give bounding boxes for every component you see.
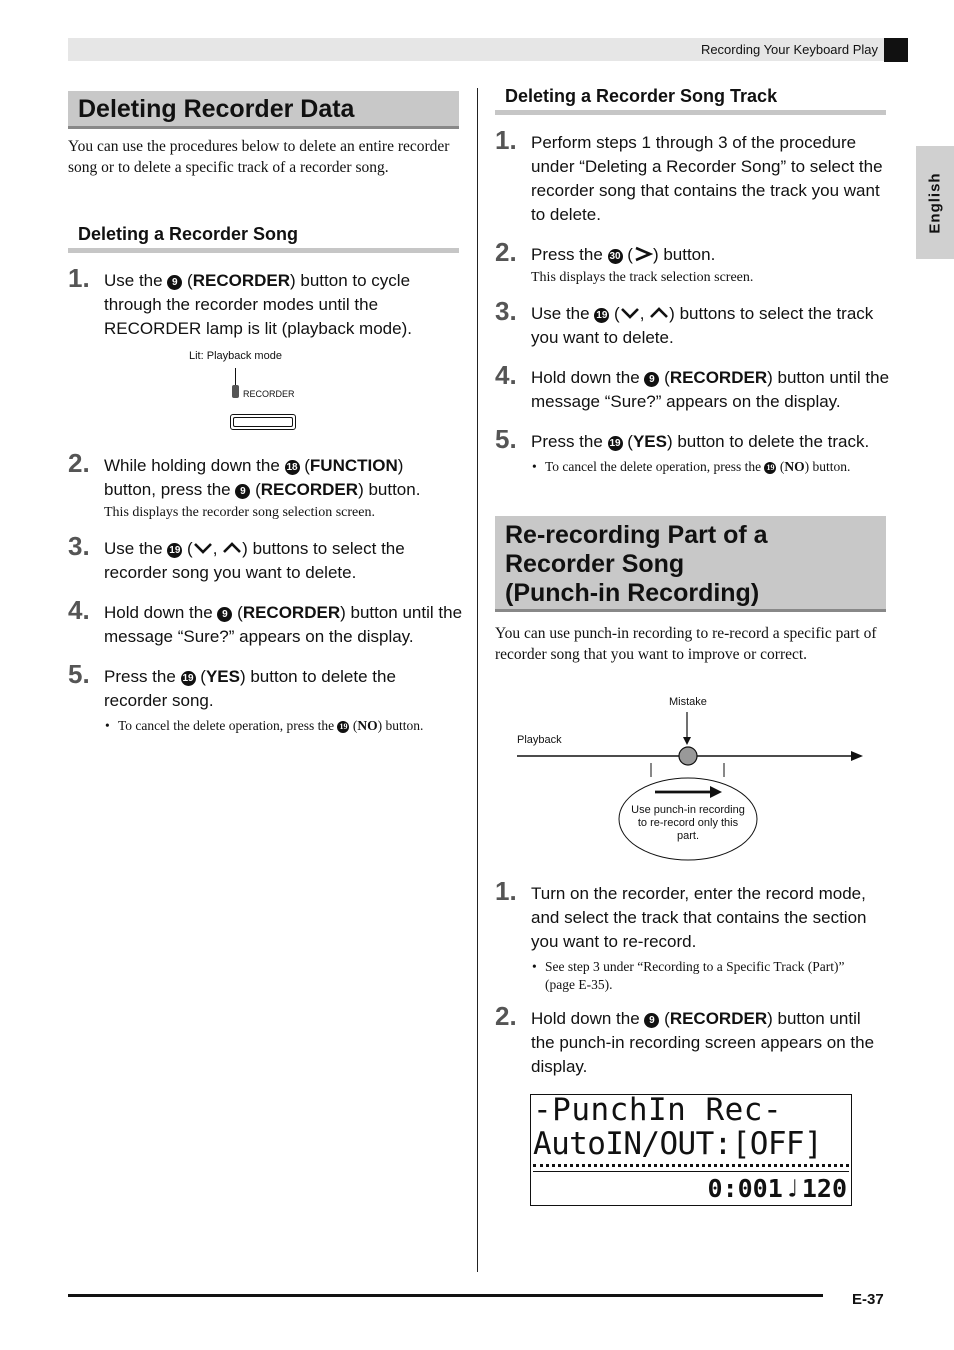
button-name: RECORDER	[669, 1009, 768, 1028]
button-number-icon: 9	[644, 1013, 659, 1028]
step-item	[495, 876, 887, 994]
button-number-icon: 19	[596, 310, 608, 321]
step-number: 2.	[495, 1001, 517, 1031]
button-name: YES	[632, 432, 667, 451]
step-text: ) button to cycle through the recorder modes until the RECORDER lamp is lit (playback mode).	[104, 271, 412, 338]
button-name: NO	[784, 459, 805, 474]
step-number: 5.	[68, 659, 90, 689]
step-text: While holding down the	[104, 456, 280, 475]
lcd-line-1: -PunchIn Rec-	[533, 1092, 783, 1128]
lamp-icon	[232, 385, 239, 398]
language-tab-label: English	[926, 171, 944, 234]
section-heading-punch-in	[495, 516, 886, 612]
header-bar	[68, 38, 884, 61]
chevron-down-icon	[193, 541, 213, 555]
lcd-dot-row	[533, 1164, 849, 1168]
step-text: ) button to delete the recorder song.	[104, 667, 396, 710]
button-name: RECORDER	[242, 603, 341, 622]
step-item: 3. Use the 19 ( , ) buttons to select the track you want to delete.	[495, 296, 874, 347]
step-bullet: • See step 3 under “Recording to a Specific Track (Part)” (page E-35).	[545, 958, 875, 994]
chevron-right-icon	[633, 246, 653, 262]
step-item: 2. Press the 30 ( ) button. This displays the track selection screen.	[495, 243, 887, 287]
button-name: FUNCTION	[309, 456, 398, 475]
step-text: ) button, press the	[104, 456, 404, 499]
button-number-icon: 9	[167, 275, 182, 290]
step-number: 1.	[495, 876, 517, 906]
subsection-heading-track: Deleting a Recorder Song Track	[495, 86, 886, 115]
step-item: 2. Hold down the 9 (RECORDER) button until the punch-in recording screen appears on the display.	[495, 1001, 875, 1076]
mistake-label: Mistake	[669, 696, 707, 708]
bullet-text: ) button.	[377, 718, 424, 733]
button-number-icon: 19	[339, 722, 348, 731]
step-number: 4.	[495, 360, 517, 390]
step-text: Use the	[104, 539, 163, 558]
step-item: 2. While holding down the 18 (FUNCTION) button, press the 9 (RECORDER) button. This displays the recorder song selection screen.	[68, 454, 460, 522]
step-number: 2.	[495, 237, 517, 267]
step-text: ) button to delete the track.	[666, 432, 870, 451]
button-number-icon: 9	[644, 372, 659, 387]
metronome-icon: ♩	[784, 1174, 800, 1203]
step-text: ) button until the punch-in recording screen appears on the display.	[531, 1009, 875, 1076]
lcd-measure-counter: 0:001	[707, 1174, 783, 1203]
step-number: 4.	[68, 595, 90, 625]
step-item: 4. Hold down the 9 (RECORDER) button until the message “Sure?” appears on the display.	[68, 595, 463, 646]
button-number-icon: 19	[766, 463, 775, 472]
button-number-icon: 18	[286, 462, 298, 473]
step-text: ) button until the message “Sure?” appears on the display.	[104, 603, 463, 646]
bullet-text: To cancel the delete operation, press the	[545, 459, 762, 474]
step-item: 5. Press the 19 (YES) button to delete the recorder song. • To cancel the delete operation, press the 19 (NO) button.	[68, 665, 460, 735]
step-text: Press the	[531, 245, 603, 264]
recorder-lamp-figure	[180, 348, 320, 434]
step-note: This displays the recorder song selection screen.	[104, 505, 375, 520]
recorder-button-icon	[230, 414, 296, 430]
section-intro: You can use punch-in recording to re-record a specific part of recorder song that you want to improve or correct.	[495, 625, 877, 663]
section-intro: You can use the procedures below to delete an entire recorder song or to delete a specific track of a recorder song.	[68, 138, 450, 176]
step-note: This displays the track selection screen.	[531, 270, 754, 285]
section-heading-deleting	[68, 91, 459, 129]
column-divider	[477, 88, 478, 1272]
chevron-up-icon	[649, 306, 669, 320]
button-number-icon: 19	[609, 438, 621, 449]
step-text: ) button.	[652, 245, 716, 264]
subsection-heading-song: Deleting a Recorder Song	[68, 224, 459, 253]
step-number: 2.	[68, 448, 90, 478]
header-title: Recording Your Keyboard Play	[700, 42, 878, 57]
step-text: ) button until the message “Sure?” appears on the display.	[531, 368, 890, 411]
step-text: Hold down the	[531, 1009, 640, 1028]
step-number: 3.	[68, 531, 90, 561]
step-text: Turn on the recorder, enter the record mode, and select the track that contains the section you want to re-record.	[531, 884, 867, 951]
step-text: Press the	[104, 667, 176, 686]
playback-label: Playback	[517, 734, 562, 746]
step-number: 3.	[495, 296, 517, 326]
step-number: 1.	[495, 125, 517, 155]
step-bullet: • To cancel the delete operation, press the 19 (NO) button.	[118, 717, 460, 735]
button-number-icon: 30	[609, 251, 621, 262]
button-number-icon: 9	[217, 607, 232, 622]
step-number: 5.	[495, 424, 517, 454]
button-name: YES	[205, 667, 240, 686]
step-text: ) button.	[358, 480, 421, 499]
section-title: Deleting Recorder Data	[78, 95, 355, 123]
step-text: Hold down the	[104, 603, 213, 622]
step-text: buttons to select the recorder song you want to delete.	[104, 539, 405, 582]
step-item	[495, 125, 887, 227]
language-tab	[916, 146, 954, 259]
lcd-dot-row	[533, 1171, 849, 1172]
step-item: 4. Hold down the 9 (RECORDER) button until the message “Sure?” appears on the display.	[495, 360, 890, 411]
step-text: Press the	[531, 432, 603, 451]
section-title: Re-recording Part of a Recorder Song (Punch-in Recording)	[505, 521, 768, 607]
button-name: NO	[357, 718, 378, 733]
step-text: Hold down the	[531, 368, 640, 387]
footer-rule	[68, 1294, 823, 1297]
header-marker	[884, 38, 908, 62]
button-name: RECORDER	[260, 480, 359, 499]
chevron-up-icon	[222, 541, 242, 555]
step-text: Perform steps 1 through 3 of the procedure under “Deleting a Recorder Song” to select the recorder song that contains the track you want to delete.	[531, 133, 883, 224]
lcd-counter-row	[708, 1175, 847, 1203]
step-item: 3. Use the 19 ( , ) buttons to select the recorder song you want to delete.	[68, 531, 405, 582]
button-name: RECORDER	[192, 271, 291, 290]
figure-caption: Lit: Playback mode	[189, 350, 282, 362]
lcd-display	[530, 1094, 852, 1206]
step-text: buttons to select the track you want to delete.	[531, 304, 874, 347]
bullet-text: ) button.	[804, 459, 851, 474]
punch-in-diagram	[500, 690, 870, 865]
step-number: 1.	[68, 263, 90, 293]
chevron-down-icon	[620, 306, 640, 320]
lcd-tempo: 120	[801, 1174, 847, 1203]
lcd-line-2: AutoIN/OUT:[OFF]	[533, 1126, 823, 1162]
button-name: RECORDER	[669, 368, 768, 387]
button-number-icon: 19	[169, 545, 181, 556]
punch-in-bubble-text: Use punch-in recording to re-record only this part.	[631, 804, 745, 842]
bullet-text: To cancel the delete operation, press the	[118, 718, 335, 733]
step-text: Use the	[104, 271, 163, 290]
page-number: E-37	[852, 1291, 884, 1308]
recorder-button-label: RECORDER	[243, 389, 295, 399]
button-number-icon: 9	[235, 484, 250, 499]
button-number-icon: 19	[182, 673, 194, 684]
step-text: Use the	[531, 304, 590, 323]
step-item: 1. Use the 9 (RECORDER) button to cycle through the recorder modes until the RECORDER lamp is lit (playback mode).	[68, 263, 412, 338]
step-item: 5. Press the 19 (YES) button to delete the track. • To cancel the delete operation, press the 19 (NO) button.	[495, 430, 890, 476]
step-bullet: • To cancel the delete operation, press the 19 (NO) button.	[545, 458, 875, 476]
